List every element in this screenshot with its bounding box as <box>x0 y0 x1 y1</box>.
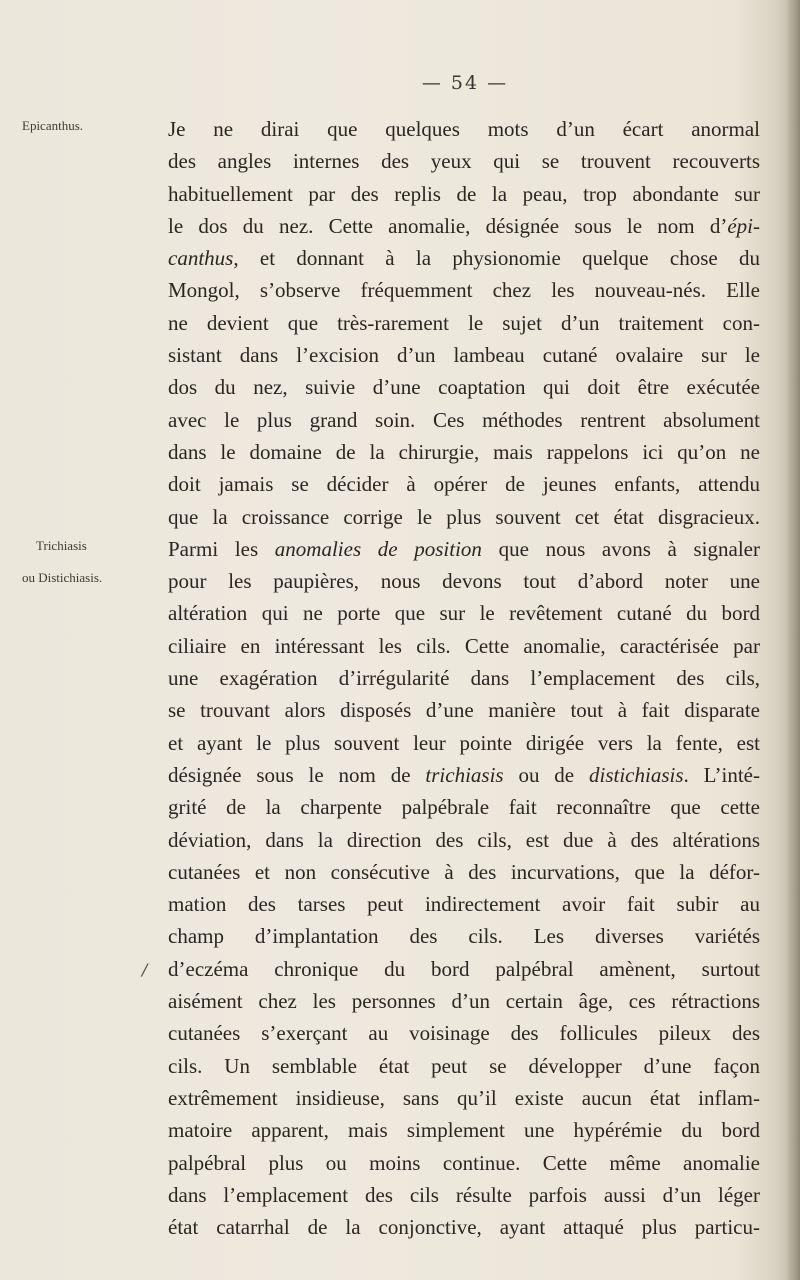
text-line <box>168 113 760 145</box>
text-line <box>168 1017 760 1049</box>
text-segment: et ayant le plus souvent leur pointe dirigée vers la fente, est <box>168 730 760 755</box>
text-segment: se trouvant alors disposés d’une manière tout à fait disparate <box>168 698 760 723</box>
text-segment: pour les paupières, nous devons tout d’abord noter une <box>168 569 760 594</box>
text-segment: palpébral plus ou moins continue. Cette même anomalie <box>168 1150 760 1175</box>
text-segment: sistant dans l’excision d’un lambeau cutané ovalaire sur le <box>168 343 760 368</box>
text-segment: Je ne dirai que quelques mots d’un écart anormal <box>168 117 760 141</box>
page-number: — 54 — <box>421 72 509 94</box>
text-segment: dos du nez, suivie d’une coaptation qui doit être exécutée <box>168 375 760 400</box>
text-segment: Mongol, s’observe fréquemment chez les nouveau-nés. Elle <box>168 278 760 303</box>
text-segment: . L’inté- <box>683 762 760 787</box>
text-line <box>168 178 760 210</box>
text-segment: cutanées s’exerçant au voisinage des follicules pileux des <box>168 1021 760 1046</box>
text-line <box>168 953 760 985</box>
text-line <box>168 307 760 339</box>
text-line <box>168 630 760 662</box>
text-segment: que la croissance corrige le plus souvent cet état disgracieux. <box>168 504 760 529</box>
text-segment: Parmi les <box>168 536 275 561</box>
text-line <box>168 468 760 500</box>
text-line <box>168 1179 760 1211</box>
text-line <box>168 339 760 371</box>
text-line <box>168 371 760 403</box>
text-line <box>168 274 760 306</box>
text-segment: ne devient que très-rarement le sujet d’un traitement con- <box>168 310 760 335</box>
text-segment: état catarrhal de la conjonctive, ayant attaqué plus particu- <box>168 1215 760 1240</box>
text-segment: d’eczéma chronique du bord palpébral amènent, surtout <box>168 956 760 981</box>
body-text <box>168 113 760 1243</box>
stray-ink-mark: / <box>142 960 148 979</box>
text-segment: extrêmement insidieuse, sans qu’il existe aucun état inflam- <box>168 1085 760 1110</box>
text-line <box>168 856 760 888</box>
text-line <box>168 759 760 791</box>
text-line <box>168 1211 760 1243</box>
text-segment: matoire apparent, mais simplement une hypérémie du bord <box>168 1118 760 1143</box>
text-segment: , et donnant à la physionomie quelque chose du <box>233 246 760 271</box>
text-segment: désignée sous le nom de <box>168 762 426 787</box>
text-segment: doit jamais se décider à opérer de jeunes enfants, attendu <box>168 472 760 497</box>
text-segment: cutanées et non consécutive à des incurvations, que la défor- <box>168 859 760 884</box>
italic-term: canthus <box>168 246 234 271</box>
text-line <box>168 791 760 823</box>
text-line <box>168 1114 760 1146</box>
margin-note-epicanthus: Epicanthus. <box>22 118 84 133</box>
text-segment: altération qui ne porte que sur le revêtement cutané du bord <box>168 601 760 626</box>
margin-note-distichiasis: ou Distichiasis. <box>22 570 103 585</box>
margin-note-trichiasis: Trichiasis <box>36 538 87 553</box>
text-segment: grité de la charpente palpébrale fait reconnaître que cette <box>168 795 760 820</box>
text-line <box>168 597 760 629</box>
text-line <box>168 824 760 856</box>
text-line <box>168 436 760 468</box>
text-segment: champ d’implantation des cils. Les diverses variétés <box>168 924 760 949</box>
text-line <box>168 501 760 533</box>
text-segment: dans le domaine de la chirurgie, mais rappelons ici qu’on ne <box>168 439 760 464</box>
italic-term: épi- <box>727 213 760 238</box>
text-line <box>168 565 760 597</box>
text-line <box>168 145 760 177</box>
text-segment: avec le plus grand soin. Ces méthodes rentrent absolument <box>168 407 760 432</box>
text-line <box>168 1082 760 1114</box>
text-segment: le dos du nez. Cette anomalie, désignée sous le nom d’ <box>168 213 728 238</box>
page-edge-shadow <box>786 0 800 1280</box>
text-segment: une exagération d’irrégularité dans l’emplacement des cils, <box>168 666 760 691</box>
text-segment: déviation, dans la direction des cils, est due à des altérations <box>168 827 760 852</box>
text-line <box>168 694 760 726</box>
italic-term: trichiasis <box>425 762 504 787</box>
text-line <box>168 662 760 694</box>
italic-term: distichiasis <box>588 762 684 787</box>
text-line <box>168 242 760 274</box>
text-segment: mation des tarses peut indirectement avoir fait subir au <box>168 892 760 917</box>
text-segment: habituellement par des replis de la peau, trop abondante sur <box>168 181 760 206</box>
text-line <box>168 1147 760 1179</box>
text-segment: ou de <box>503 762 589 787</box>
text-line <box>168 888 760 920</box>
text-line <box>168 920 760 952</box>
italic-term: anomalies de position <box>274 536 482 561</box>
text-segment: aisément chez les personnes d’un certain âge, ces rétractions <box>168 989 760 1014</box>
text-line <box>168 404 760 436</box>
text-line <box>168 985 760 1017</box>
text-segment: des angles internes des yeux qui se trouvent recouverts <box>168 149 760 174</box>
text-line <box>168 210 760 242</box>
text-segment: dans l’emplacement des cils résulte parfois aussi d’un léger <box>168 1182 760 1207</box>
text-segment: cils. Un semblable état peut se développer d’une façon <box>168 1053 760 1078</box>
text-line <box>168 1050 760 1082</box>
text-line <box>168 533 760 565</box>
text-segment: que nous avons à signaler <box>481 536 760 561</box>
text-segment: ciliaire en intéressant les cils. Cette anomalie, caractérisée par <box>168 633 760 658</box>
text-line <box>168 727 760 759</box>
